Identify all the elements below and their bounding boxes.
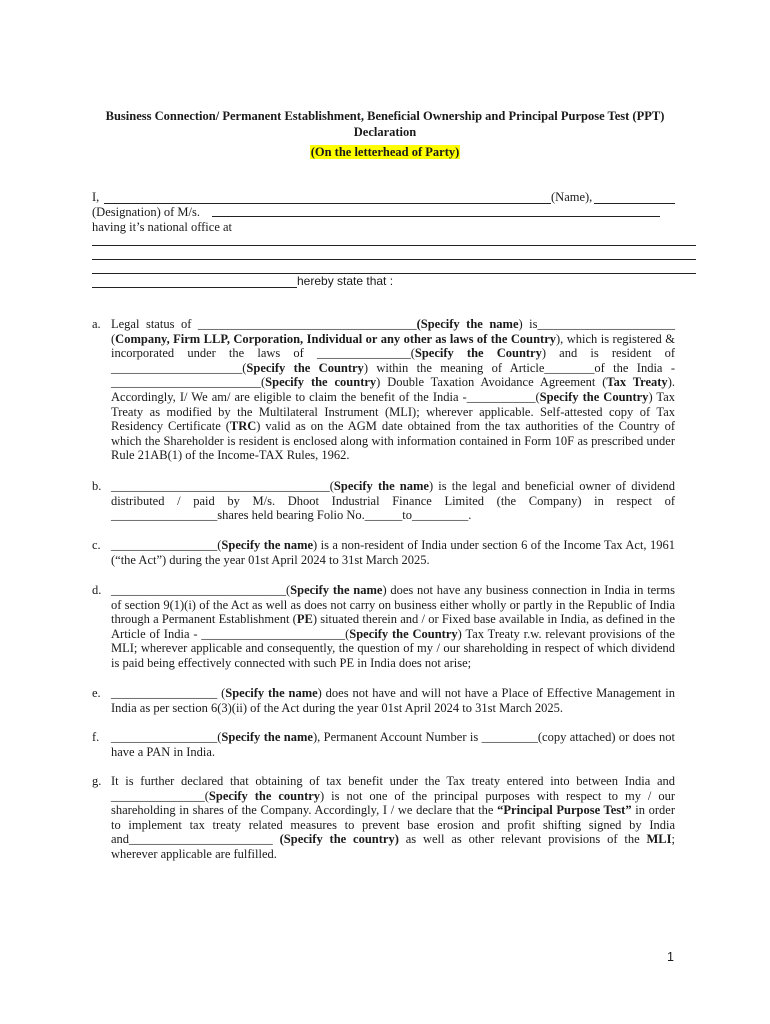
item-text: Legal status of ___________________________________(Specify the name) is______________________ (Company, Firm LLP, Corporation, Individual or any other as laws of the Country), which is registered & incorporated under the laws of _______________(Specify the Country) and is resident of _____________________(Specify the Country) within the meaning of Article________of the India - ________________________(Specify the country) Double Taxation Avoidance Agreement (Tax Treaty). Accordingly, I/ We am/ are eligible to claim the benefit of the India -___________(Specify the Country) Tax Treaty as modified by the Multilateral Instrument (MLI); wherever applicable. Self-attested copy of Tax Residency Certificate (TRC) valid as on the AGM date obtained from the tax authorities of the Country of which the Shareholder is resident is enclosed along with information contained in Form 10F as prescribed under Rule 21AB(1) of the Income-TAX Rules, 1962. <box>111 317 676 463</box>
designation-label: (Designation) of M/s. <box>92 205 200 219</box>
declarant-prefix: I, <box>92 190 100 204</box>
item-text: ____________________________(Specify the name) does not have any business connection in India in terms of section 9(1)(i) of the Act as well as does not carry on business either wholly or partly in the Republic of India through a Permanent Establishment (PE) situated therein and / or Fixed base available in India, as defined in the Article of India - _______________________(Specify the Country) Tax Treaty r.w. relevant provisions of the MLI; wherever applicable and consequently, the question of my / our shareholding in respect of which dividend is paid being effectively connected with such PE in India does not arise; <box>111 583 675 670</box>
item-label: c. <box>92 538 101 552</box>
address-line-4 <box>92 287 297 288</box>
declaration-item-e <box>92 686 675 715</box>
page-number: 1 <box>667 950 674 964</box>
declaration-item-b <box>92 479 675 523</box>
declaration-item-a <box>92 317 675 463</box>
item-text: _________________(Specify the name), Permanent Account Number is _________(copy attached) or does not have a PAN in India. <box>111 730 675 759</box>
state-label: hereby state that : <box>297 274 394 288</box>
item-label: b. <box>92 479 102 493</box>
office-label: having it’s national office at <box>92 220 233 234</box>
item-label: d. <box>92 583 102 597</box>
declaration-item-g <box>92 774 675 862</box>
declaration-item-d <box>92 583 675 671</box>
item-text: It is further declared that obtaining of tax benefit under the Tax treaty entered into between India and _______________(Specify the country) is not one of the principal purposes with respect to my / our shareholding in shares of the Company. Accordingly, I / we declare that the “Principal Purpose Test” in order to implement tax treaty related measures to prevent base erosion and profit shifting signed by India and_______________________ (Specify the country) as well as other relevant provisions of the MLI; wherever applicable are fulfilled. <box>111 774 675 861</box>
address-line-2 <box>92 259 696 260</box>
name-extra-blank <box>594 203 675 204</box>
address-line-3 <box>92 273 696 274</box>
item-label: f. <box>92 730 100 744</box>
item-text: ___________________________________(Specify the name) is the legal and beneficial owner of dividend distributed / paid by M/s. Dhoot Industrial Finance Limited (the Company) in respect of _________________shares held bearing Folio No.______to_________. <box>111 479 675 523</box>
letterhead-note <box>0 145 770 160</box>
name-label: (Name), <box>551 190 593 204</box>
declaration-item-c <box>92 538 675 567</box>
name-blank <box>104 203 551 204</box>
declaration-item-f <box>92 730 675 759</box>
item-label: a. <box>92 317 101 331</box>
item-label: e. <box>92 686 101 700</box>
letterhead-note-text: (On the letterhead of Party) <box>310 145 460 159</box>
item-text: _________________(Specify the name) is a non-resident of India under section 6 of the Income Tax Act, 1961 (“the Act”) during the year 01st April 2024 to 31st March 2025. <box>111 538 675 567</box>
address-line-1 <box>92 245 696 246</box>
company-blank <box>212 216 660 217</box>
document-title: Business Connection/ Permanent Establishment, Beneficial Ownership and Principal Purpose Test (PPT) Declaration <box>105 109 665 139</box>
item-label: g. <box>92 774 102 788</box>
item-text: _________________ (Specify the name) does not have and will not have a Place of Effective Management in India as per section 6(3)(ii) of the Act during the year 01st April 2024 to 31st March 2025. <box>111 686 675 715</box>
